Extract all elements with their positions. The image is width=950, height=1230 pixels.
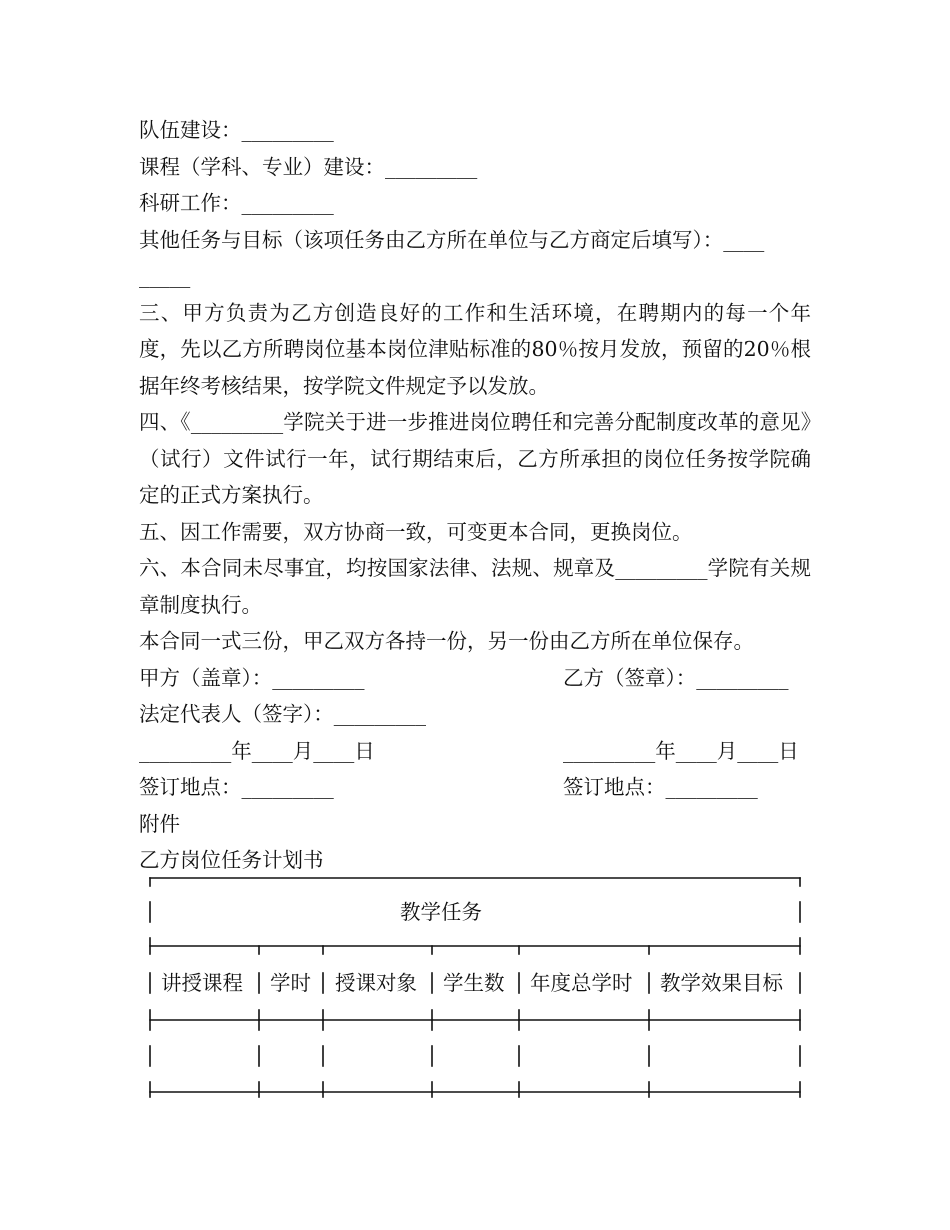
header-audience: 授课对象: [335, 971, 417, 995]
place-row: [139, 769, 811, 806]
party-a-seal: 甲方（盖章）：_________: [139, 665, 365, 690]
other-tasks-field-continued: _____: [139, 264, 191, 288]
header-course: 讲授课程: [161, 971, 243, 995]
research-work-field: 科研工作：_________: [139, 191, 334, 215]
contract-page: [139, 112, 811, 879]
other-tasks-field: 其他任务与目标（该项任务由乙方所在单位与乙方商定后填写）：____: [139, 227, 765, 252]
table-section-title: 教学任务: [400, 900, 482, 924]
header-hours: 学时: [270, 971, 311, 995]
course-building-field: 课程（学科、专业）建设：_________: [139, 154, 478, 179]
clause-four: 四、《_________学院关于进一步推进岗位聘任和完善分配制度改革的意见》（试行）文件试行一年，试行期结束后，乙方所承担的岗位任务按学院确定的正式方案执行。: [139, 410, 811, 507]
clause-six: 六、本合同未尽事宜，均按国家法律、法规、规章及_________学院有关规章制度执行。: [139, 556, 811, 617]
clause-three: 三、甲方负责为乙方创造良好的工作和生活环境，在聘期内的每一个年度，先以乙方所聘岗位基本岗位津贴标准的80％按月发放，预留的20％根据年终考核结果，按学院文件规定予以发放。: [139, 300, 811, 398]
legal-representative: 法定代表人（签字）：_________: [139, 702, 426, 726]
attachment-title: 乙方岗位任务计划书: [139, 848, 324, 872]
legal-rep-row: [139, 696, 811, 733]
date-row: [139, 733, 811, 770]
party-a-place: 签订地点：_________: [139, 775, 334, 799]
attachment-label: 附件: [139, 811, 180, 836]
task-plan-table: [149, 876, 802, 1098]
signature-row: [139, 660, 811, 697]
party-a-date: _________年____月____日: [139, 738, 375, 763]
party-b-place: 签订地点：_________: [563, 775, 758, 799]
team-building-field: 队伍建设：_________: [139, 118, 334, 142]
header-annual-hours: 年度总学时: [530, 971, 633, 995]
party-b-seal: 乙方（签章）：_________: [563, 665, 789, 690]
party-b-date: _________年____月____日: [563, 738, 799, 763]
header-teaching-goal: 教学效果目标: [660, 971, 783, 995]
copies-clause: 本合同一式三份，甲乙双方各持一份，另一份由乙方所在单位保存。: [139, 629, 754, 653]
clause-five: 五、因工作需要，双方协商一致，可变更本合同，更换岗位。: [139, 519, 693, 544]
header-student-count: 学生数: [443, 971, 505, 995]
